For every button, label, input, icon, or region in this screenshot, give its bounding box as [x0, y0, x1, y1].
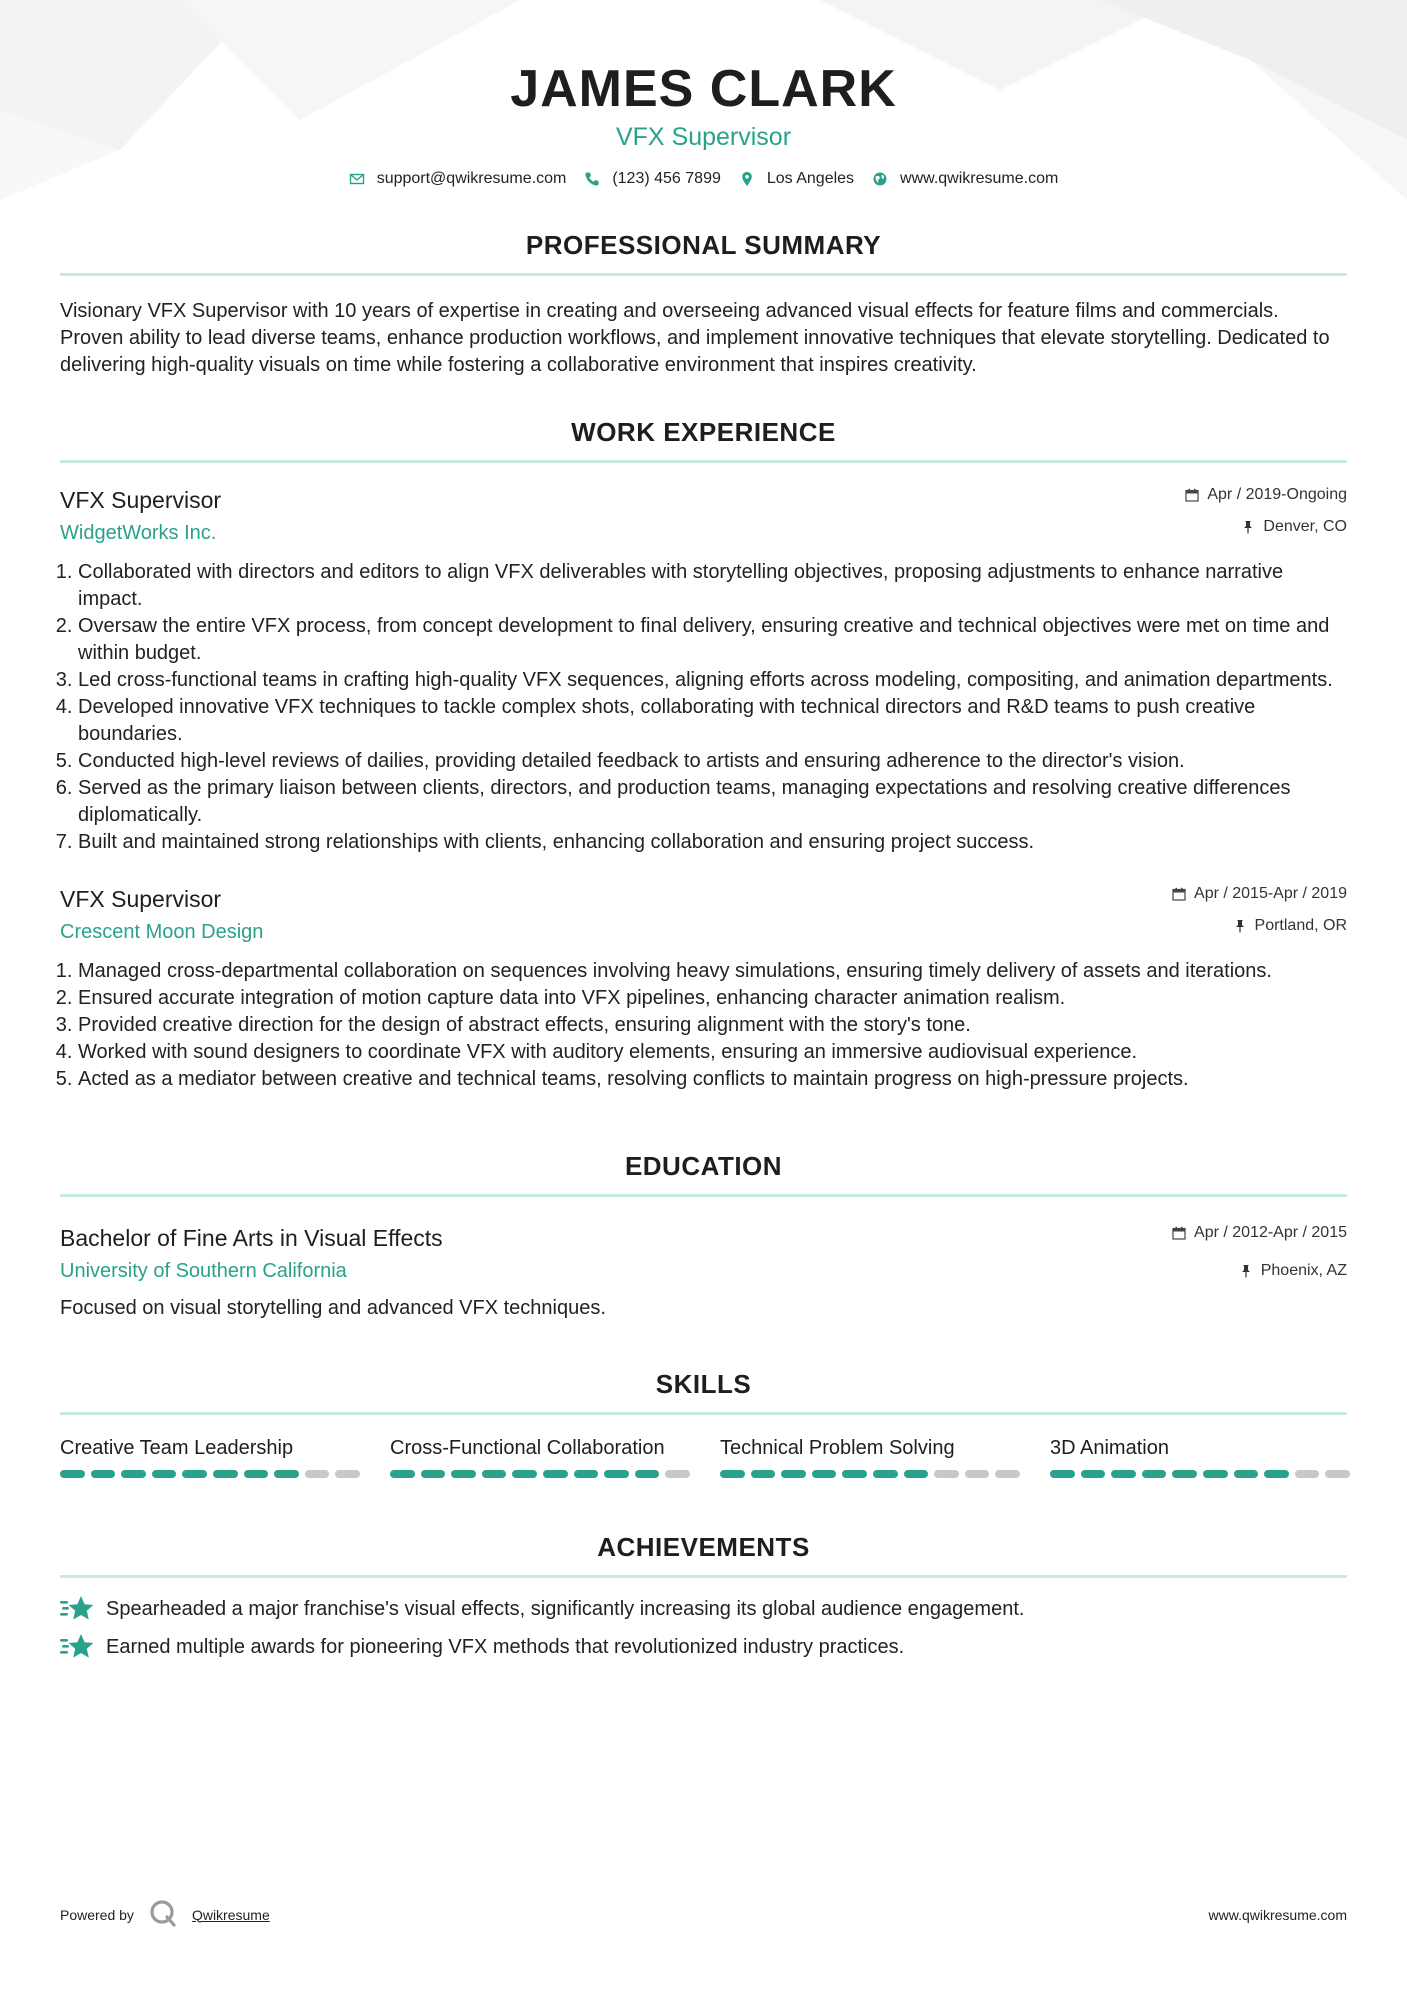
- map-pin-icon: [739, 171, 755, 187]
- list-item: 2. Oversaw the entire VFX process, from concept development to final delivery, ensuring creative and technical objectives were met on time and within budget.: [78, 613, 1347, 667]
- achievement-text: Earned multiple awards for pioneering VFX methods that revolutionized industry practices.: [106, 1635, 905, 1658]
- education-dates: Apr / 2012-Apr / 2015: [1194, 1224, 1347, 1241]
- list-item: 7. Built and maintained strong relationships with clients, enhancing collaboration and ensuring project success.: [78, 829, 1347, 856]
- skill-level-segment: [781, 1470, 806, 1478]
- skill-name: Technical Problem Solving: [720, 1437, 955, 1459]
- work-experience-heading: WORK EXPERIENCE: [60, 417, 1347, 463]
- job-bullets: [60, 559, 1347, 856]
- pushpin-icon: [1239, 1264, 1253, 1278]
- summary-heading: PROFESSIONAL SUMMARY: [60, 230, 1347, 276]
- phone-text: (123) 456 7899: [612, 170, 721, 187]
- skill-name: Creative Team Leadership: [60, 1437, 294, 1459]
- page-footer: [60, 1898, 1347, 1931]
- skills-heading: SKILLS: [60, 1369, 1347, 1415]
- skill-level-segment: [182, 1470, 207, 1478]
- skill-level-segment: [305, 1470, 330, 1478]
- summary-text: Visionary VFX Supervisor with 10 years of expertise in creating and overseeing advanced visual effects for feature films and commercials. Proven ability to lead diverse teams, enhance production workflows, and implement innovative techniques that elevate storytelling. Dedicated to delivering high-quality visuals on time while fostering a collaborative environment that inspires creativity.: [60, 300, 1330, 376]
- skill-level-segment: [1081, 1470, 1106, 1478]
- globe-icon: [872, 171, 888, 187]
- skills-grid: [60, 1435, 1347, 1478]
- skill-level-segment: [604, 1470, 629, 1478]
- skill-level-segment: [574, 1470, 599, 1478]
- skill-level-segment: [335, 1470, 360, 1478]
- list-item: 1. Managed cross-departmental collaboration on sequences involving heavy simulations, ensuring timely delivery of assets and iterations.: [78, 958, 1347, 985]
- qwikresume-link[interactable]: Qwikresume: [191, 1906, 270, 1923]
- list-item: [60, 1632, 1347, 1662]
- job-company: WidgetWorks Inc.: [60, 522, 217, 544]
- list-item: 4. Worked with sound designers to coordinate VFX with auditory elements, ensuring an immersive audiovisual experience.: [78, 1039, 1347, 1066]
- job-dates: Apr / 2015-Apr / 2019: [1194, 885, 1347, 902]
- skill-level-segment: [121, 1470, 146, 1478]
- education-location: Phoenix, AZ: [1260, 1262, 1347, 1279]
- skill-level-segment: [665, 1470, 690, 1478]
- job-entry: [60, 884, 1347, 1093]
- qwikresume-logo-icon: [148, 1898, 178, 1931]
- education-heading: EDUCATION: [60, 1151, 1347, 1197]
- skill-level-segment: [512, 1470, 537, 1478]
- contact-phone[interactable]: [584, 170, 721, 188]
- achievements-section: [60, 1532, 1347, 1662]
- star-badge-icon: [60, 1594, 94, 1624]
- work-experience-section: [60, 417, 1347, 1093]
- skill-level-segment: [812, 1470, 837, 1478]
- skill-level-segment: [635, 1470, 660, 1478]
- job-role: VFX Supervisor: [60, 487, 222, 513]
- skill-level-segment: [213, 1470, 238, 1478]
- email-text: support@qwikresume.com: [376, 170, 567, 187]
- skill-level-segment: [751, 1470, 776, 1478]
- skill-level-segment: [1325, 1470, 1350, 1478]
- skill-level-segment: [60, 1470, 85, 1478]
- list-item: 3. Led cross-functional teams in crafting high-quality VFX sequences, aligning efforts across modeling, compositing, and animation departments.: [78, 667, 1347, 694]
- skill-level-segment: [995, 1470, 1020, 1478]
- skill-level-segment: [1295, 1470, 1320, 1478]
- list-item: 5. Acted as a mediator between creative and technical teams, resolving conflicts to maintain progress on high-pressure projects.: [78, 1066, 1347, 1093]
- list-item: 4. Developed innovative VFX techniques to tackle complex shots, collaborating with technical directors and R&D teams to push creative boundaries.: [78, 694, 1347, 748]
- job-location: Denver, CO: [1263, 518, 1347, 535]
- skill-level-segment: [451, 1470, 476, 1478]
- skill-level-segment: [244, 1470, 269, 1478]
- skill-level-segment: [1234, 1470, 1259, 1478]
- summary-section: [60, 230, 1347, 379]
- skill-level-segment: [482, 1470, 507, 1478]
- location-text: Los Angeles: [766, 170, 855, 187]
- skill-level-segment: [904, 1470, 929, 1478]
- job-location: Portland, OR: [1254, 917, 1347, 934]
- pushpin-icon: [1241, 520, 1255, 534]
- skill-level-segment: [152, 1470, 177, 1478]
- skill-item: [1050, 1435, 1350, 1478]
- star-badge-icon: [60, 1632, 94, 1662]
- skill-level-segment: [1264, 1470, 1289, 1478]
- candidate-title: VFX Supervisor: [615, 123, 792, 151]
- achievements-list: [60, 1594, 1347, 1662]
- envelope-icon: [349, 171, 365, 187]
- skill-level-bar: [390, 1470, 690, 1478]
- achievement-text: Spearheaded a major franchise's visual effects, significantly increasing its global audience engagement.: [106, 1597, 1025, 1620]
- list-item: 5. Conducted high-level reviews of dailies, providing detailed feedback to artists and ensuring adherence to the director's vision.: [78, 748, 1347, 775]
- powered-by: [60, 1898, 270, 1931]
- list-item: [60, 1594, 1347, 1624]
- skill-level-segment: [1050, 1470, 1075, 1478]
- website-text: www.qwikresume.com: [900, 170, 1059, 187]
- job-company: Crescent Moon Design: [60, 921, 264, 943]
- skill-level-segment: [720, 1470, 745, 1478]
- list-item: 6. Served as the primary liaison between clients, directors, and production teams, managing expectations and resolving creative differences diplomatically.: [78, 775, 1347, 829]
- skills-section: [60, 1369, 1347, 1478]
- footer-url[interactable]: www.qwikresume.com: [1208, 1906, 1347, 1923]
- list-item: 2. Ensured accurate integration of motion capture data into VFX pipelines, enhancing character animation realism.: [78, 985, 1347, 1012]
- contact-location: [739, 170, 854, 188]
- skill-name: 3D Animation: [1050, 1437, 1169, 1459]
- skill-level-bar: [1050, 1470, 1350, 1478]
- skill-item: [390, 1435, 690, 1478]
- phone-icon: [584, 171, 600, 187]
- education-entry: [60, 1223, 1347, 1321]
- job-entry: [60, 485, 1347, 856]
- skill-level-segment: [1142, 1470, 1167, 1478]
- skill-level-segment: [965, 1470, 990, 1478]
- school-name: University of Southern California: [60, 1260, 347, 1282]
- skill-level-segment: [390, 1470, 415, 1478]
- calendar-icon: [1172, 887, 1186, 901]
- contact-bar: [60, 170, 1347, 188]
- calendar-icon: [1185, 488, 1199, 502]
- skill-level-segment: [274, 1470, 299, 1478]
- job-bullets: [60, 958, 1347, 1093]
- achievements-heading: ACHIEVEMENTS: [60, 1532, 1347, 1578]
- list-item: 3. Provided creative direction for the design of abstract effects, ensuring alignment with the story's tone.: [78, 1012, 1347, 1039]
- skill-level-bar: [720, 1470, 1020, 1478]
- pushpin-icon: [1233, 919, 1247, 933]
- skill-name: Cross-Functional Collaboration: [390, 1437, 665, 1459]
- skill-level-segment: [1111, 1470, 1136, 1478]
- skill-level-segment: [934, 1470, 959, 1478]
- skill-level-segment: [543, 1470, 568, 1478]
- contact-email[interactable]: [349, 170, 567, 188]
- skill-level-bar: [60, 1470, 360, 1478]
- skill-level-segment: [842, 1470, 867, 1478]
- contact-website[interactable]: [872, 170, 1058, 188]
- skill-item: [720, 1435, 1020, 1478]
- calendar-icon: [1172, 1226, 1186, 1240]
- skill-item: [60, 1435, 360, 1478]
- degree-title: Bachelor of Fine Arts in Visual Effects: [60, 1225, 443, 1251]
- skill-level-segment: [1172, 1470, 1197, 1478]
- education-description: Focused on visual storytelling and advanced VFX techniques.: [60, 1297, 606, 1319]
- skill-level-segment: [91, 1470, 116, 1478]
- list-item: 1. Collaborated with directors and editors to align VFX deliverables with storytelling objectives, proposing adjustments to enhance narrative impact.: [78, 559, 1347, 613]
- skill-level-segment: [873, 1470, 898, 1478]
- skill-level-segment: [421, 1470, 446, 1478]
- powered-by-label: Powered by: [60, 1906, 134, 1923]
- job-dates: Apr / 2019-Ongoing: [1207, 486, 1347, 503]
- education-section: [60, 1151, 1347, 1321]
- resume-header: [60, 0, 1347, 188]
- skill-level-segment: [1203, 1470, 1228, 1478]
- job-role: VFX Supervisor: [60, 886, 222, 912]
- candidate-name: JAMES CLARK: [510, 60, 897, 118]
